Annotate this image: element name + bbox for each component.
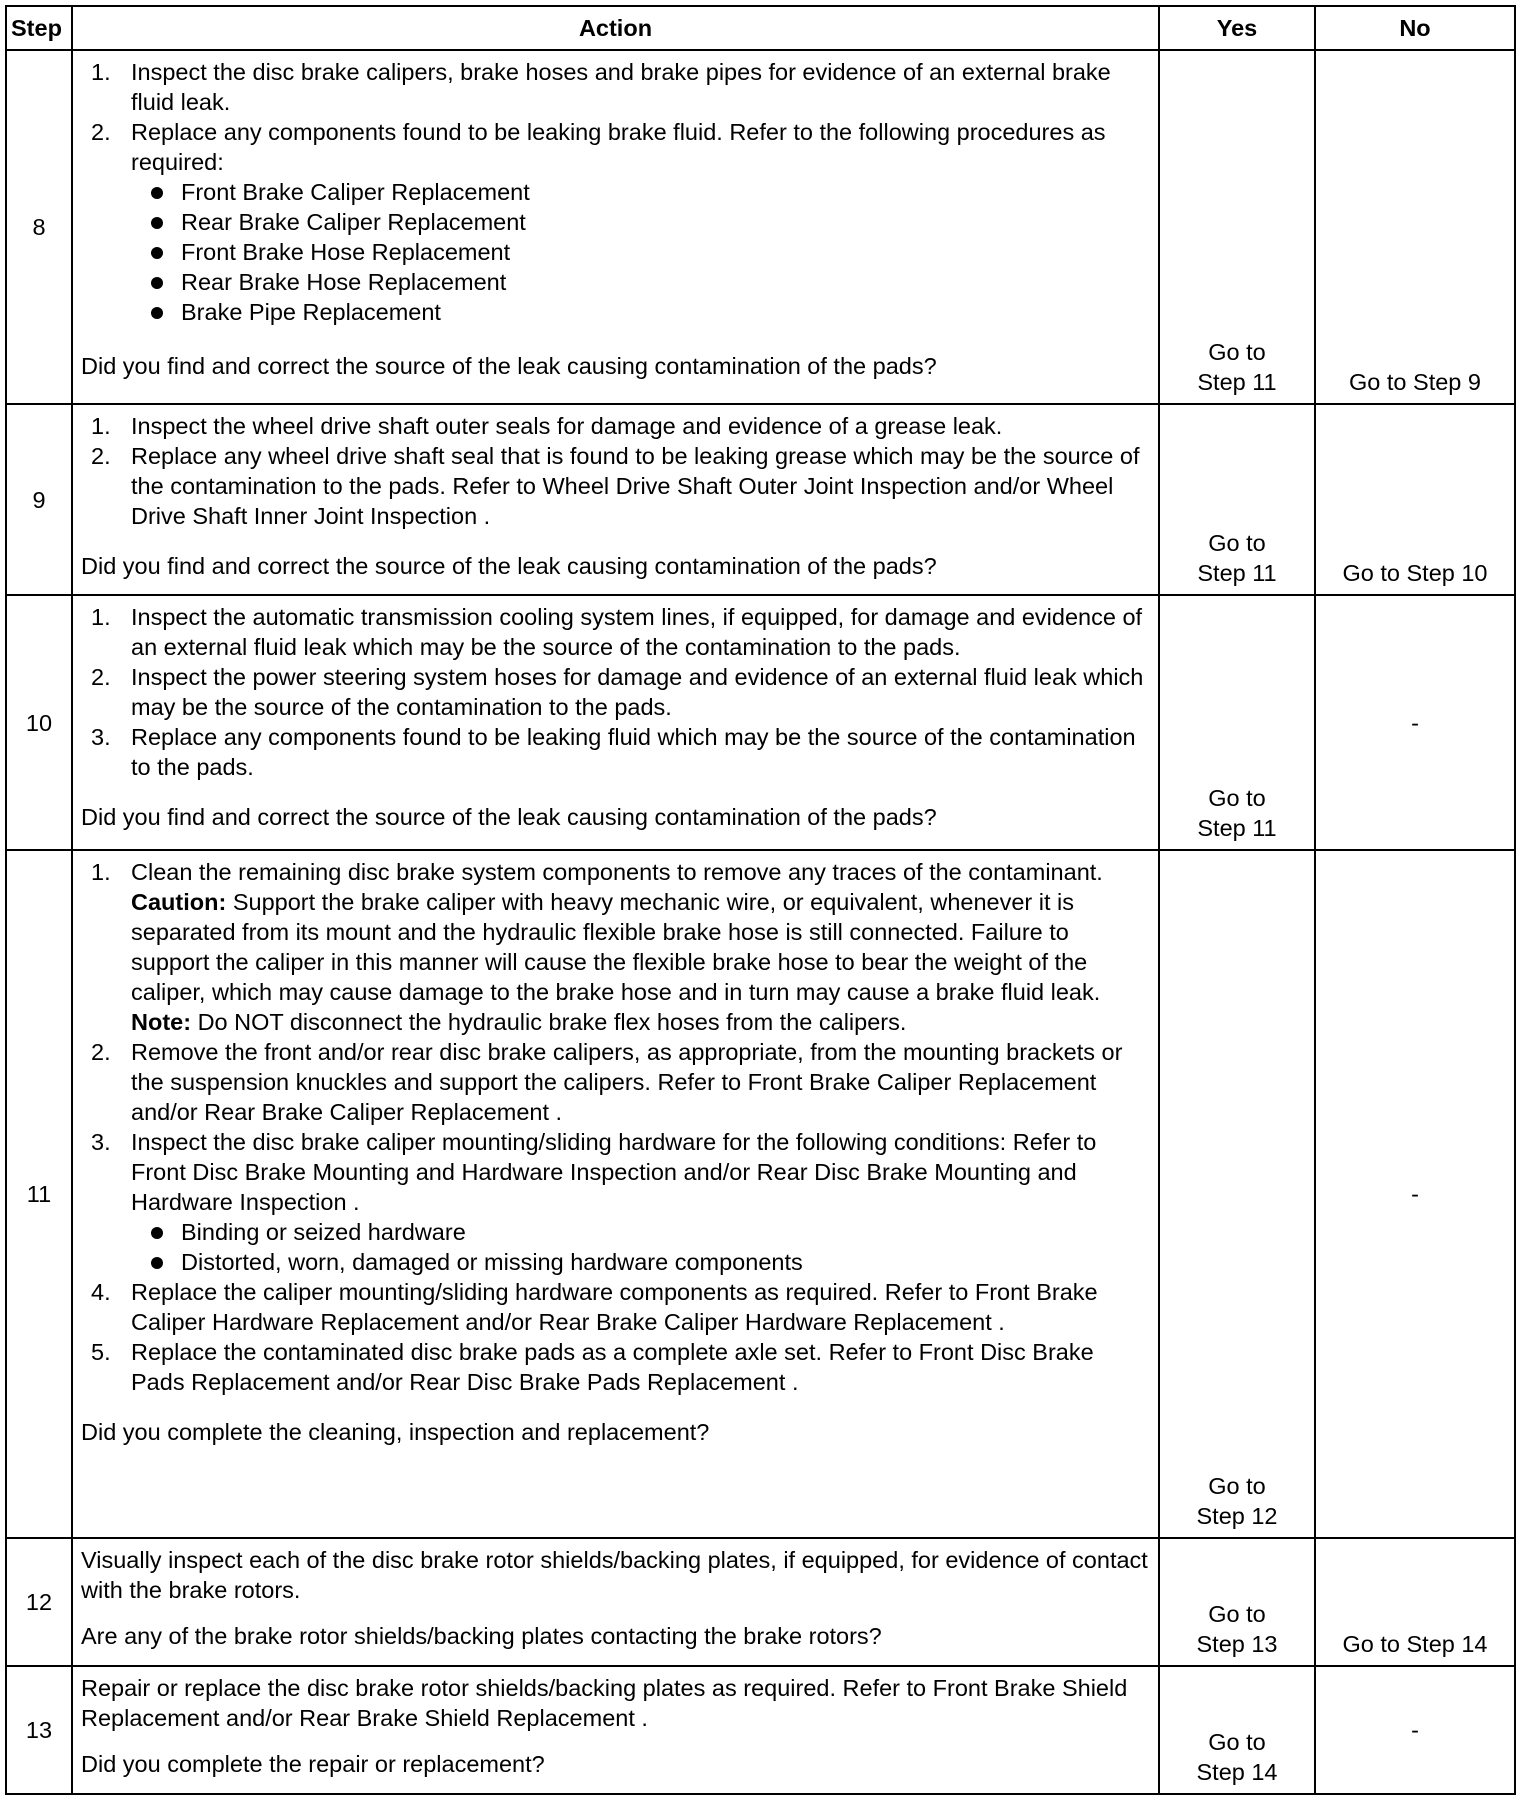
list-item bbox=[81, 662, 1150, 722]
list-item bbox=[81, 117, 1150, 327]
header-action: Action bbox=[72, 6, 1159, 50]
yes-line-1: Go to bbox=[1208, 1601, 1266, 1627]
action-list bbox=[81, 57, 1150, 327]
item-text: Replace any components found to be leaking fluid which may be the source of the contamination to the pads. bbox=[131, 724, 1136, 780]
bullet-link[interactable]: Brake Pipe Replacement bbox=[181, 299, 441, 325]
bullet-icon bbox=[151, 1257, 163, 1269]
note bbox=[131, 1007, 1150, 1037]
list-item bbox=[81, 1277, 1150, 1337]
item-text: Replace the contaminated disc brake pads as a complete axle set. Refer to Front Disc Brake Pads Replacement and/or Rear Disc Brake Pads Replacement . bbox=[131, 1339, 1094, 1395]
item-text: Replace any components found to be leaking brake fluid. Refer to the following procedures as required: bbox=[131, 119, 1106, 175]
item-text: Inspect the wheel drive shaft outer seals for damage and evidence of a grease leak. bbox=[131, 413, 1003, 439]
list-item bbox=[81, 441, 1150, 531]
bullet-link[interactable]: Front Brake Hose Replacement bbox=[181, 239, 511, 265]
bullet-link[interactable]: Front Brake Caliper Replacement bbox=[181, 179, 530, 205]
table-row-step-10 bbox=[6, 595, 1515, 850]
item-number: 3. bbox=[91, 724, 111, 750]
item-text: Clean the remaining disc brake system components to remove any traces of the contaminant. bbox=[131, 859, 1103, 885]
table-row-step-13 bbox=[6, 1666, 1515, 1794]
item-number: 2. bbox=[91, 1039, 111, 1065]
item-text: Remove the front and/or rear disc brake calipers, as appropriate, from the mounting brackets or the suspension knuckles and support the calipers. Refer to Front Brake Caliper Replacement and/or Rear Brake Caliper Replacement . bbox=[131, 1039, 1123, 1125]
yes-line-1: Go to bbox=[1208, 339, 1266, 365]
list-item bbox=[81, 1127, 1150, 1277]
step-question: Are any of the brake rotor shields/backing plates contacting the brake rotors? bbox=[81, 1623, 882, 1649]
item-text: Replace any wheel drive shaft seal that is found to be leaking grease which may be the source of the contamination to the pads. Refer to Wheel Drive Shaft Outer Joint Inspection and/or Wheel Drive Shaft Inner Joint Inspection . bbox=[131, 443, 1140, 529]
no-cell[interactable]: Go to Step 9 bbox=[1315, 50, 1515, 404]
diagnostic-table bbox=[5, 5, 1516, 1795]
bullet-icon bbox=[151, 1227, 163, 1239]
bullet-list bbox=[131, 1217, 1150, 1277]
bullet-text: Binding or seized hardware bbox=[181, 1219, 466, 1245]
list-item bbox=[81, 722, 1150, 782]
no-cell[interactable]: Go to Step 10 bbox=[1315, 404, 1515, 595]
caution-text: Support the brake caliper with heavy mechanic wire, or equivalent, whenever it is separated from its mount and the hydraulic flexible brake hose is still connected. Failure to support the caliper in this manner will cause the flexible brake hose to bear the weight of the caliper, which may cause damage to the brake hose and in turn may cause a brake fluid leak. bbox=[131, 889, 1101, 1005]
table-row-step-11 bbox=[6, 850, 1515, 1538]
bullet-text: Distorted, worn, damaged or missing hardware components bbox=[181, 1249, 803, 1275]
item-number: 4. bbox=[91, 1279, 111, 1305]
step-number: 13 bbox=[6, 1666, 72, 1794]
item-number: 3. bbox=[91, 1129, 111, 1155]
item-text: Inspect the disc brake caliper mounting/sliding hardware for the following conditions: Refer to Front Disc Brake Mounting and Hardware Inspection and/or Rear Disc Brake Mounting and Hardware Inspection . bbox=[131, 1129, 1097, 1215]
table-row-step-12 bbox=[6, 1538, 1515, 1666]
item-number: 1. bbox=[91, 59, 111, 85]
item-number: 2. bbox=[91, 119, 111, 145]
action-cell bbox=[72, 1666, 1159, 1794]
yes-line-2: Step 11 bbox=[1197, 815, 1277, 841]
step-instruction: Repair or replace the disc brake rotor shields/backing plates as required. Refer to Front Brake Shield Replacement and/or Rear Brake Shield Replacement . bbox=[81, 1675, 1128, 1731]
step-question: Did you find and correct the source of the leak causing contamination of the pads? bbox=[81, 553, 937, 579]
yes-line-2: Step 13 bbox=[1196, 1631, 1278, 1657]
action-list bbox=[81, 411, 1150, 531]
list-item bbox=[81, 1037, 1150, 1127]
yes-cell[interactable] bbox=[1159, 595, 1315, 850]
item-number: 5. bbox=[91, 1339, 111, 1365]
step-question: Did you complete the cleaning, inspection and replacement? bbox=[81, 1419, 710, 1445]
list-item bbox=[81, 57, 1150, 117]
yes-line-1: Go to bbox=[1208, 1729, 1266, 1755]
step-question: Did you complete the repair or replacement? bbox=[81, 1751, 545, 1777]
item-number: 1. bbox=[91, 604, 111, 630]
bullet-item bbox=[131, 237, 1150, 267]
action-list bbox=[81, 857, 1150, 1397]
action-cell bbox=[72, 50, 1159, 404]
yes-cell[interactable] bbox=[1159, 1538, 1315, 1666]
action-cell bbox=[72, 595, 1159, 850]
bullet-icon bbox=[151, 307, 163, 319]
item-number: 1. bbox=[91, 859, 111, 885]
action-list bbox=[81, 602, 1150, 782]
table-row-step-9 bbox=[6, 404, 1515, 595]
caution-note bbox=[131, 887, 1150, 1007]
no-cell: - bbox=[1315, 850, 1515, 1538]
bullet-item bbox=[131, 177, 1150, 207]
step-instruction: Visually inspect each of the disc brake rotor shields/backing plates, if equipped, for evidence of contact with the brake rotors. bbox=[81, 1547, 1148, 1603]
bullet-item bbox=[131, 297, 1150, 327]
list-item bbox=[81, 411, 1150, 441]
item-number: 2. bbox=[91, 443, 111, 469]
bullet-item bbox=[131, 207, 1150, 237]
note-label: Note: bbox=[131, 1009, 192, 1035]
bullet-icon bbox=[151, 187, 163, 199]
yes-cell[interactable] bbox=[1159, 1666, 1315, 1794]
list-item bbox=[81, 1337, 1150, 1397]
step-number: 12 bbox=[6, 1538, 72, 1666]
no-cell: - bbox=[1315, 1666, 1515, 1794]
list-item bbox=[81, 602, 1150, 662]
bullet-item bbox=[131, 1247, 1150, 1277]
yes-line-1: Go to bbox=[1208, 785, 1266, 811]
yes-line-2: Step 11 bbox=[1197, 369, 1277, 395]
yes-cell[interactable] bbox=[1159, 850, 1315, 1538]
action-cell bbox=[72, 850, 1159, 1538]
item-text: Inspect the automatic transmission cooling system lines, if equipped, for damage and evidence of an external fluid leak which may be the source of the contamination to the pads. bbox=[131, 604, 1143, 660]
yes-line-1: Go to bbox=[1208, 1473, 1266, 1499]
step-question: Did you find and correct the source of the leak causing contamination of the pads? bbox=[81, 804, 937, 830]
action-cell bbox=[72, 1538, 1159, 1666]
table-row-step-8 bbox=[6, 50, 1515, 404]
header-no: No bbox=[1315, 6, 1515, 50]
note-text: Do NOT disconnect the hydraulic brake flex hoses from the calipers. bbox=[191, 1009, 907, 1035]
caution-label: Caution: bbox=[131, 889, 227, 915]
item-text: Replace the caliper mounting/sliding hardware components as required. Refer to Front Brake Caliper Hardware Replacement and/or Rear Brake Caliper Hardware Replacement . bbox=[131, 1279, 1098, 1335]
yes-cell[interactable] bbox=[1159, 404, 1315, 595]
bullet-item bbox=[131, 267, 1150, 297]
item-text: Inspect the power steering system hoses for damage and evidence of an external fluid leak which may be the source of the contamination to the pads. bbox=[131, 664, 1144, 720]
yes-line-2: Step 14 bbox=[1196, 1759, 1278, 1785]
list-item bbox=[81, 857, 1150, 1037]
item-number: 2. bbox=[91, 664, 111, 690]
bullet-icon bbox=[151, 247, 163, 259]
yes-line-2: Step 11 bbox=[1197, 560, 1277, 586]
header-yes: Yes bbox=[1159, 6, 1315, 50]
item-text: Inspect the disc brake calipers, brake hoses and brake pipes for evidence of an external brake fluid leak. bbox=[131, 59, 1111, 115]
step-number: 11 bbox=[6, 850, 72, 1538]
yes-line-2: Step 12 bbox=[1196, 1503, 1278, 1529]
yes-line-1: Go to bbox=[1208, 530, 1266, 556]
action-cell bbox=[72, 404, 1159, 595]
bullet-link[interactable]: Rear Brake Caliper Replacement bbox=[181, 209, 526, 235]
bullet-icon bbox=[151, 277, 163, 289]
header-row bbox=[6, 6, 1515, 50]
no-cell[interactable]: Go to Step 14 bbox=[1315, 1538, 1515, 1666]
no-cell: - bbox=[1315, 595, 1515, 850]
header-step: Step bbox=[6, 6, 72, 50]
step-number: 10 bbox=[6, 595, 72, 850]
bullet-icon bbox=[151, 217, 163, 229]
yes-cell[interactable] bbox=[1159, 50, 1315, 404]
item-number: 1. bbox=[91, 413, 111, 439]
bullet-item bbox=[131, 1217, 1150, 1247]
step-number: 8 bbox=[6, 50, 72, 404]
bullet-list bbox=[131, 177, 1150, 327]
diagnostic-table-container bbox=[5, 5, 1514, 1793]
bullet-link[interactable]: Rear Brake Hose Replacement bbox=[181, 269, 507, 295]
step-number: 9 bbox=[6, 404, 72, 595]
step-question: Did you find and correct the source of the leak causing contamination of the pads? bbox=[81, 353, 937, 379]
